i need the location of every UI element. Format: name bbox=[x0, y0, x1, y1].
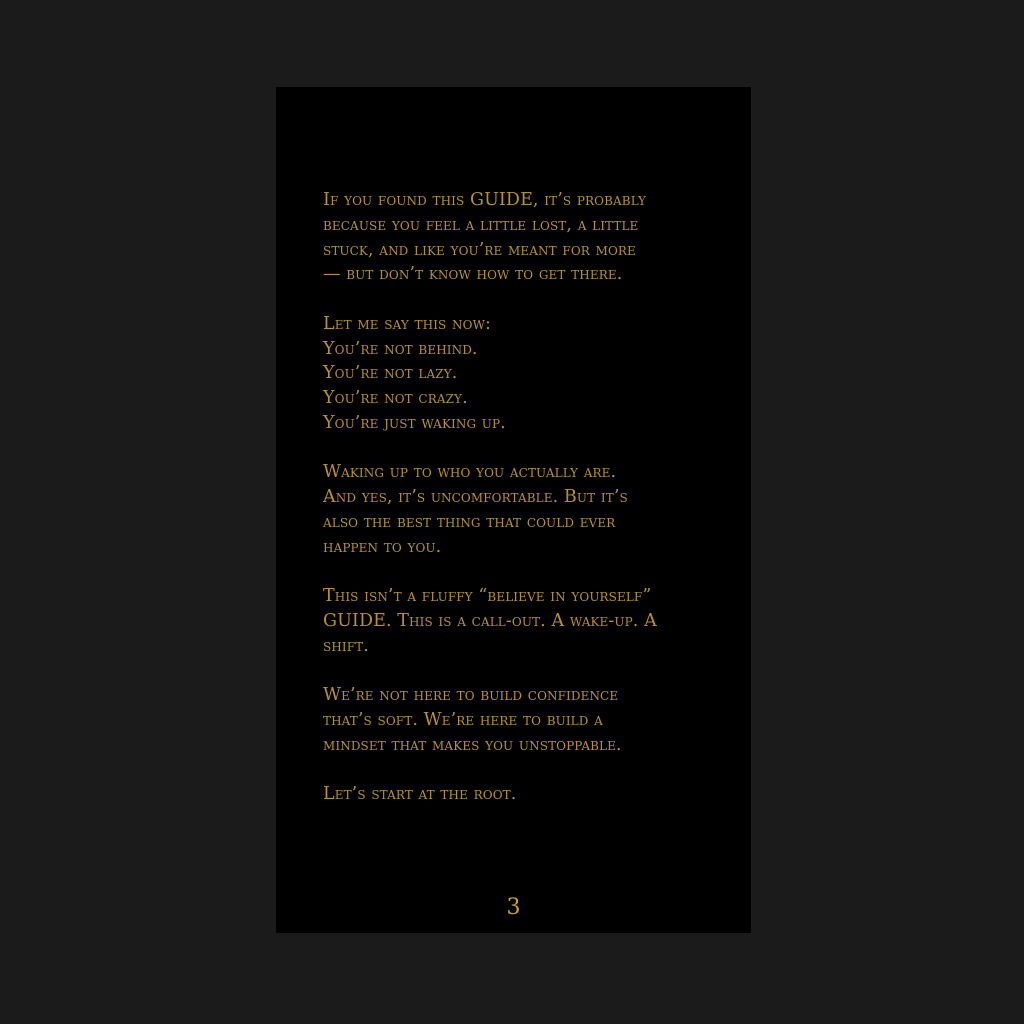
text-line: also the best thing that could ever bbox=[323, 511, 616, 532]
paragraph-call-out bbox=[323, 584, 703, 658]
text-line: — but don’t know how to get there. bbox=[323, 264, 623, 285]
paragraph-root bbox=[323, 782, 703, 807]
text-line: Waking up to who you actually are. bbox=[323, 462, 617, 483]
text-line: You’re just waking up. bbox=[323, 412, 506, 433]
text-line: GUIDE. This is a call-out. A wake-up. A bbox=[323, 610, 657, 631]
text-line: We’re not here to build confidence bbox=[323, 685, 619, 705]
text-line: that’s soft. We’re here to build a bbox=[323, 709, 603, 730]
text-line: happen to you. bbox=[323, 536, 442, 557]
text-line: You’re not behind. bbox=[323, 338, 478, 359]
text-line: Let’s start at the root. bbox=[323, 784, 517, 804]
text-line: This isn’t a fluffy “believe in yourself” bbox=[323, 586, 652, 606]
page-body bbox=[323, 188, 703, 832]
paragraph-waking-up bbox=[323, 460, 703, 559]
text-line: stuck, and like you’re meant for more bbox=[323, 239, 636, 260]
text-line: You’re not lazy. bbox=[323, 363, 458, 384]
text-line: If you found this GUIDE, it’s probably bbox=[323, 190, 647, 210]
text-line: And yes, it’s uncomfortable. But it’s bbox=[323, 487, 628, 507]
text-line: shift. bbox=[323, 635, 369, 656]
paragraph-intro bbox=[323, 188, 703, 287]
text-line: because you feel a little lost, a little bbox=[323, 214, 639, 235]
paragraph-let-me-say bbox=[323, 312, 703, 436]
text-line: Let me say this now: bbox=[323, 313, 492, 334]
paragraph-mindset bbox=[323, 683, 703, 757]
text-line: You’re not crazy. bbox=[323, 388, 468, 408]
document-page bbox=[276, 87, 751, 933]
page-number: 3 bbox=[506, 895, 521, 920]
text-line: mindset that makes you unstoppable. bbox=[323, 734, 622, 755]
